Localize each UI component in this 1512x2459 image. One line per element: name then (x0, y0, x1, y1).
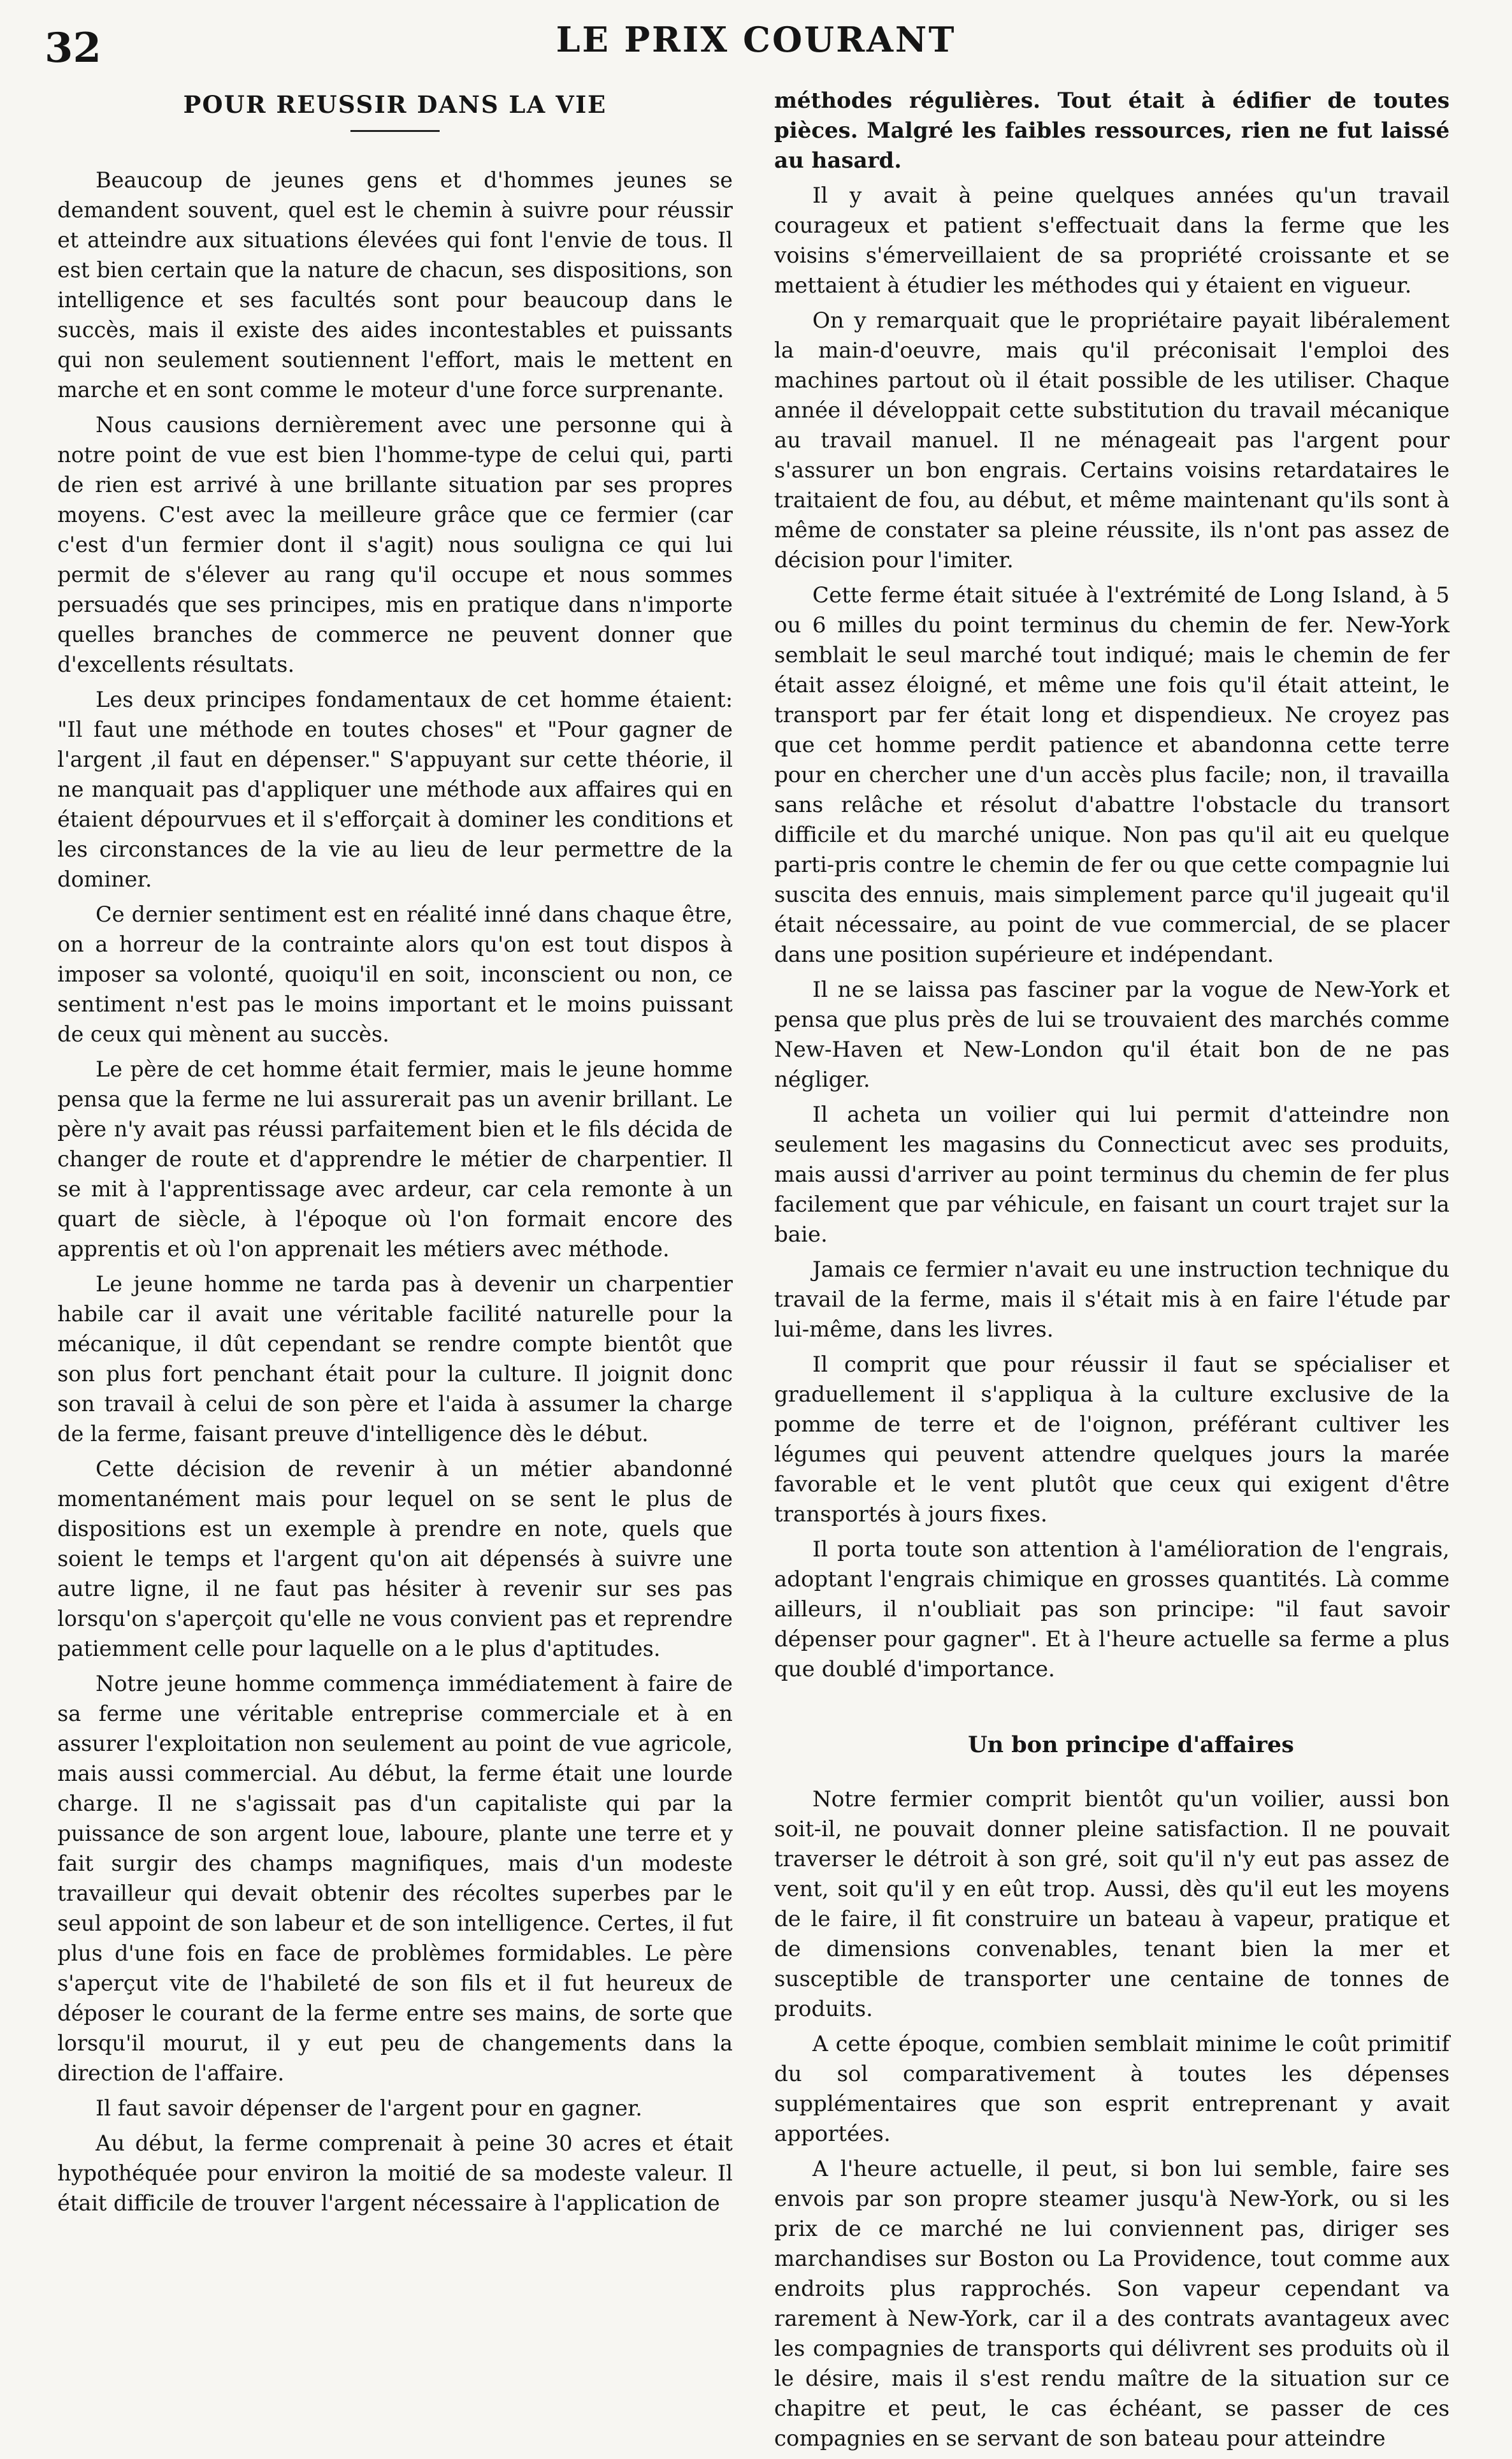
paragraph: On y remarquait que le propriétaire payait libéralement la main-d'oeuvre, mais qu'il préconisait l'emploi des machines partout où il était possible de les utiliser. Chaque année il développait cette substitution du travail mécanique au travail manuel. Il ne ménageait pas l'argent pour s'assurer un bon engrais. Certains voisins retardataires le traitaient de fou, au début, et même maintenant qu'ils sont à même de constater sa pleine réussite, ils n'ont pas assez de décision pour l'imiter. (774, 308, 1450, 573)
paragraph: Il acheta un voilier qui lui permit d'atteindre non seulement les magasins du Connecticut avec ses produits, mais aussi d'arriver au point terminus du chemin de fer plus facilement que par véhicule, en faisant un court trajet sur la baie. (774, 1102, 1450, 1247)
paragraph: A cette époque, combien semblait minime le coût primitif du sol comparativement à toutes les dépenses supplémentaires que son esprit entreprenant y avait apportées. (774, 2031, 1450, 2147)
paragraph: Au début, la ferme comprenait à peine 30 acres et était hypothéquée pour environ la moitié de sa modeste valeur. Il était difficile de trouver l'argent nécessaire à l'application de (57, 2131, 733, 2216)
paragraph: Il faut savoir dépenser de l'argent pour en gagner. (96, 2096, 643, 2121)
paragraph: Le jeune homme ne tarda pas à devenir un charpentier habile car il avait une véritable facilité naturelle pour la mécanique, il dût cependant se rendre compte bientôt que son plus fort penchant était pour la culture. Il joignit donc son travail à celui de son père et l'aida à assumer la charge de la ferme, faisant preuve d'intelligence dès le début. (57, 1272, 733, 1446)
section-title: Un bon principe d'affaires (968, 1732, 1294, 1758)
paragraph: Beaucoup de jeunes gens et d'hommes jeunes se demandent souvent, quel est le chemin à suivre pour réussir et atteindre aux situations élevées qui font l'envie de tous. Il est bien certain que la nature de chacun, ses dispositions, son intelligence et ses facultés sont pour beaucoup dans le succès, mais il existe des aides incontestables et puissants qui non seulement soutiennent l'effort, mais le mettent en marche et en sont comme le moteur d'une force surprenante. (57, 168, 733, 402)
paragraph: Cette décision de revenir à un métier abandonné momentanément mais pour lequel on se sent le plus de dispositions est un exemple à prendre en note, quels que soient le temps et l'argent qu'on ait dépensés à suivre une autre ligne, il ne faut pas hésiter à revenir sur ses pas lorsqu'on s'aperçoit qu'elle ne vous convient pas et reprendre patiemment celle pour laquelle on a le plus d'aptitudes. (57, 1456, 733, 1661)
left-column (57, 76, 733, 2223)
page-number: 32 (45, 24, 102, 72)
paragraph: Notre jeune homme commença immédiatement à faire de sa ferme une véritable entreprise commerciale et à en assurer l'exploitation non seulement au point de vue agricole, mais aussi commercial. Au début, la ferme était une lourde charge. Il ne s'agissait pas d'un capitaliste qui par la puissance de son argent loue, laboure, plante une terre et y fait surgir des champs magnifiques, mais d'un modeste travailleur qui devait obtenir des récoltes superbes par le seul appoint de son labeur et de son intelligence. Certes, il fut plus d'une fois en face de problèmes formidables. Le père s'aperçut vite de l'habileté de son fils et il fut heureux de déposer le courant de la ferme entre ses mains, de sorte que lorsqu'il mourut, il y eut peu de changements dans la direction de l'affaire. (57, 1671, 733, 2085)
paragraph: Les deux principes fondamentaux de cet homme étaient: "Il faut une méthode en toutes choses" et "Pour gagner de l'argent ,il faut en dépenser." S'appuyant sur cette théorie, il ne manquait pas d'appliquer une méthode aux affaires qui en étaient dépourvues et il s'efforçait à dominer les conditions et les circonstances de la vie au lieu de leur permettre de la dominer. (57, 687, 733, 892)
paragraph: Il y avait à peine quelques années qu'un travail courageux et patient s'effectuait dans la ferme que les voisins s'émerveillaient de sa propriété croissante et se mettaient à étudier les méthodes qui y étaient en vigueur. (774, 183, 1450, 298)
paragraph: Ce dernier sentiment est en réalité inné dans chaque être, on a horreur de la contrainte alors qu'on est tout dispos à imposer sa volonté, quoiqu'il en soit, inconscient ou non, ce sentiment n'est pas le moins important et le moins puissant de ceux qui mènent au succès. (57, 902, 733, 1047)
paragraph: Nous causions dernièrement avec une personne qui à notre point de vue est bien l'homme-type de celui qui, parti de rien est arrivé à une brillante situation par ses propres moyens. C'est avec la meilleure grâce que ce fermier (car c'est d'un fermier dont il s'agit) nous souligna ce qui lui permit de s'élever au rang qu'il occupe et nous sommes persuadés que ses principes, mis en pratique dans n'importe quelles branches de commerce ne peuvent donner que d'excellents résultats. (57, 412, 733, 677)
journal-title: LE PRIX COURANT (556, 19, 956, 60)
paragraph: A l'heure actuelle, il peut, si bon lui semble, faire ses envois par son propre steamer jusqu'à New-York, ou si les prix de ce marché ne lui conviennent pas, diriger ses marchandises sur Boston ou La Providence, tout comme aux endroits plus rapprochés. Son vapeur cependant va rarement à New-York, car il a des contrats avantageux avec les compagnies de transports qui délivrent ses produits où il le désire, mais il s'est rendu maître de la situation sur ce chapitre et peut, le cas échéant, se passer de ces compagnies en se servant de son bateau pour atteindre (774, 2156, 1450, 2451)
paragraph: Le père de cet homme était fermier, mais le jeune homme pensa que la ferme ne lui assurerait pas un avenir brillant. Le père n'y avait pas réussi parfaitement bien et le fils décida de changer de route et d'apprendre le métier de charpentier. Il se mit à l'apprentissage avec ardeur, car cela remonte à un quart de siècle, à l'époque où l'on formait encore des apprentis et où l'on apprenait les métiers avec méthode. (57, 1057, 733, 1261)
continued-paragraph: méthodes régulières. Tout était à édifier de toutes pièces. Malgré les faibles ressources, rien ne fut laissé au hasard. (774, 88, 1450, 173)
paragraph: Il comprit que pour réussir il faut se spécialiser et graduellement il s'appliqua à la culture exclusive de la pomme de terre et de l'oignon, préférant cultiver les légumes qui peuvent attendre quelques jours la marée favorable et le vent plutôt que ceux qui exigent d'être transportés à jours fixes. (774, 1352, 1450, 1527)
paragraph: Cette ferme était située à l'extrémité de Long Island, à 5 ou 6 milles du point terminus du chemin de fer. New-York semblait le seul marché tout indiqué; mais le chemin de fer était assez éloigné, et même une fois qu'il était atteint, le transport par fer était long et dispendieux. Ne croyez pas que cet homme perdit patience et abandonna cette terre pour en chercher une d'un accès plus facile; non, il travailla sans relâche et résolut d'abattre l'obstacle du transort difficile et du marché unique. Non pas qu'il ait eu quelque parti-pris contre le chemin de fer ou que cette compagnie lui suscita des ennuis, mais simplement parce qu'il jugeait qu'il était nécessaire, au point de vue commercial, de se placer dans une position supérieure et indépendant. (774, 583, 1450, 968)
right-column (774, 86, 1450, 2459)
title-divider (350, 130, 440, 132)
article-title: POUR REUSSIR DANS LA VIE (183, 91, 607, 119)
paragraph: Jamais ce fermier n'avait eu une instruction technique du travail de la ferme, mais il s'était mis à en faire l'étude par lui-même, dans les livres. (774, 1257, 1450, 1342)
paragraph: Il porta toute son attention à l'amélioration de l'engrais, adoptant l'engrais chimique en grosses quantités. Là comme ailleurs, il n'oubliait pas son principe: "il faut savoir dépenser pour gagner". Et à l'heure actuelle sa ferme a plus que doublé d'importance. (774, 1537, 1450, 1682)
paragraph: Il ne se laissa pas fasciner par la vogue de New-York et pensa que plus près de lui se trouvaient des marchés comme New-Haven et New-London qu'il était bon de ne pas négliger. (774, 977, 1450, 1092)
paragraph: Notre fermier comprit bientôt qu'un voilier, aussi bon soit-il, ne pouvait donner pleine satisfaction. Il ne pouvait traverser le détroit à son gré, soit qu'il n'y eut pas assez de vent, soit qu'il y en eût trop. Aussi, dès qu'il eut les moyens de le faire, il fit construire un bateau à vapeur, pratique et de dimensions convenables, tenant bien la mer et susceptible de transporter une centaine de tonnes de produits. (774, 1787, 1450, 2022)
